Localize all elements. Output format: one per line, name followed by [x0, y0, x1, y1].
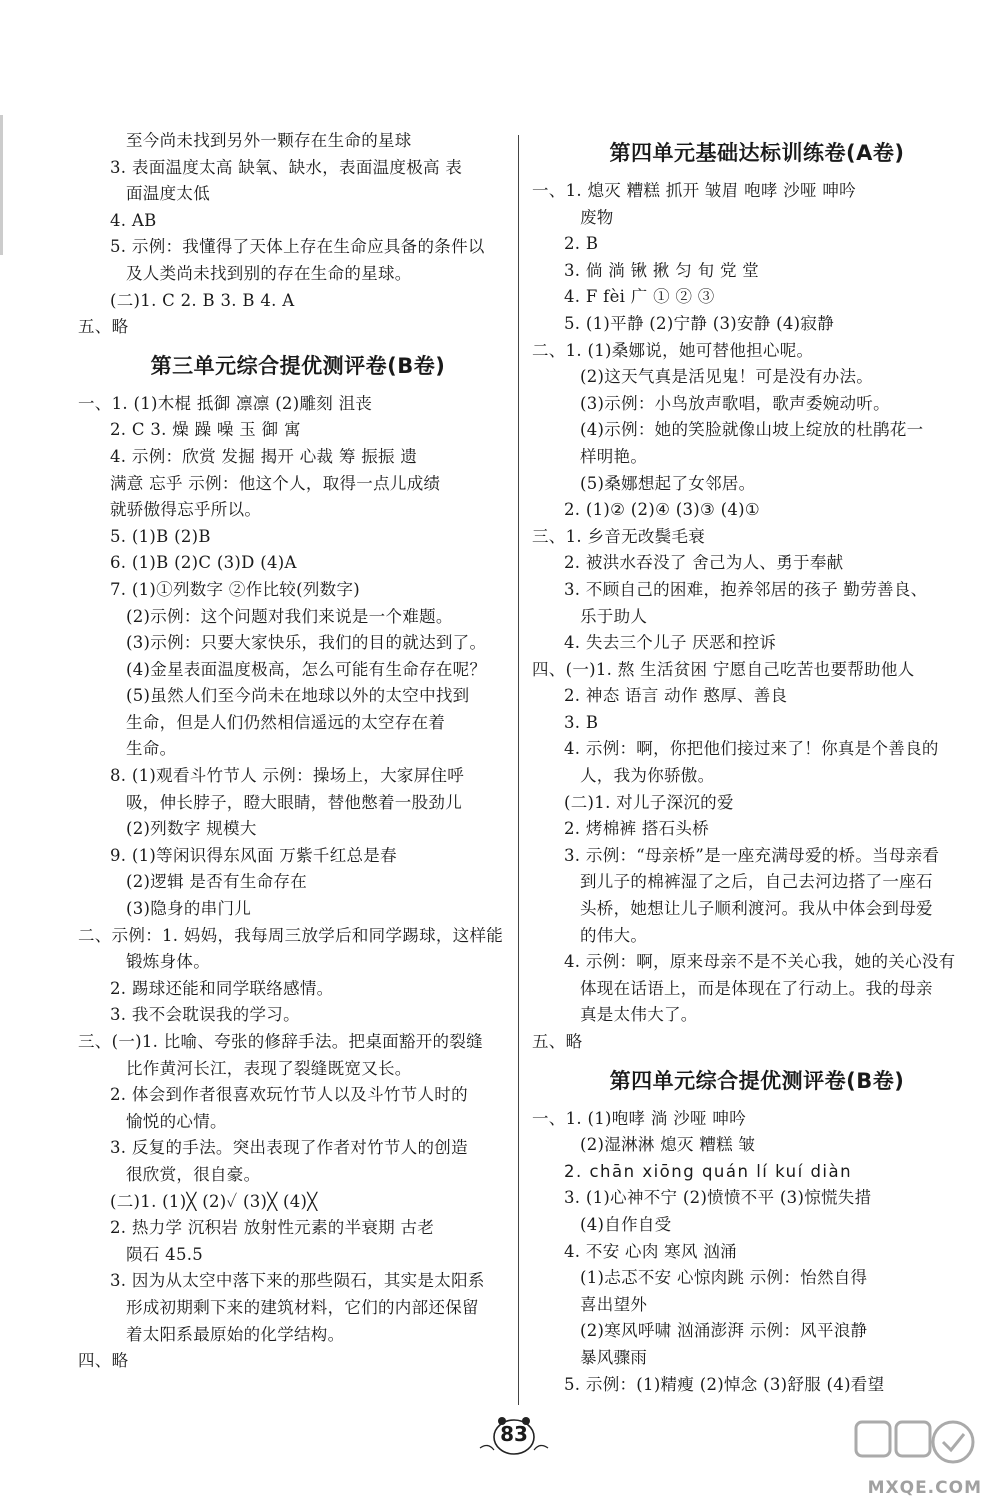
answer-line: 一、1. (1)咆哮 淌 沙哑 呻吟 [532, 1108, 746, 1128]
answer-line: 4. F fèi 广 ① ② ③ [564, 287, 715, 307]
column-divider [518, 135, 519, 1405]
answer-line: (2)逻辑 是否有生命存在 [126, 872, 308, 892]
scan-edge-mark [0, 115, 3, 255]
answer-line: 生命，但是人们仍然相信遥远的太空存在着 [126, 712, 446, 732]
answer-line: 5. (1)B (2)B [110, 526, 211, 546]
answer-line: 一、1. 熄灭 糟糕 抓开 皱眉 咆哮 沙哑 呻吟 [532, 181, 856, 200]
answer-line: (2)湿淋淋 熄灭 糟糕 皱 [580, 1135, 756, 1155]
answer-line: 2. 烤棉裤 搭石头桥 [564, 819, 710, 839]
answer-line: (3)隐身的串门儿 [126, 899, 252, 919]
answer-line: 3. 我不会耽误我的学习。 [110, 1005, 300, 1025]
answer-line: 3. 倘 淌 锹 揪 匀 旬 党 堂 [564, 260, 760, 280]
answer-line: 4. 失去三个儿子 厌恶和控诉 [564, 633, 777, 653]
answer-line: 陨石 45.5 [126, 1244, 204, 1264]
answer-line: 3. 因为从太空中落下来的那些陨石，其实是太阳系 [110, 1271, 485, 1291]
page-number: 83 [500, 1422, 528, 1446]
page-number-badge [478, 1412, 550, 1462]
answer-line: (2)列数字 规模大 [126, 819, 257, 839]
answer-line: 暴风骤雨 [580, 1347, 648, 1367]
answer-line: 很欣赏，很自豪。 [126, 1164, 261, 1184]
answer-line: 的伟大。 [580, 925, 648, 945]
answer-line: 2. (1)② (2)④ (3)③ (4)① [564, 500, 760, 520]
answer-line: 5. 示例：我懂得了天体上存在生命应具备的条件以 [110, 237, 485, 257]
answer-line: 愉悦的心情。 [126, 1111, 227, 1131]
answer-line: 四、略 [78, 1351, 129, 1371]
answer-line: (3)示例：小鸟放声歌唱，歌声委婉动听。 [580, 393, 890, 413]
answer-line: 二、示例：1. 妈妈，我每周三放学后和同学踢球，这样能 [78, 925, 504, 945]
answer-line: (二)1. (1)╳ (2)✓ (3)╳ (4)╳ [110, 1191, 318, 1211]
answer-line: 满意 忘乎 示例：他这个人，取得一点儿成绩 [110, 473, 441, 493]
answer-line: 着太阳系最原始的化学结构。 [126, 1324, 345, 1344]
section-heading: 第三单元综合提优测评卷(B卷) [150, 353, 446, 378]
answer-line: 五、略 [532, 1032, 583, 1051]
answer-line: 到儿子的棉裤湿了之后，自己去河边搭了一座石 [580, 872, 933, 892]
answer-line: 2. chān xiōng quán lí kuí diàn [564, 1161, 853, 1181]
answer-line: 比作黄河长江，表现了裂缝既宽又长。 [126, 1058, 412, 1078]
answer-line: (二)1. 对儿子深沉的爱 [564, 792, 734, 812]
answer-line: 5. (1)平静 (2)宁静 (3)安静 (4)寂静 [564, 313, 835, 333]
answer-line: 2. C 3. 燥 躁 噪 玉 御 寓 [110, 420, 301, 440]
answer-line: (5)虽然人们至今尚未在地球以外的太空中找到 [126, 686, 470, 706]
answer-line: 3. B [564, 712, 599, 732]
answer-line: 五、略 [78, 317, 129, 337]
answer-line: (2)示例：这个问题对我们来说是一个难题。 [126, 606, 453, 626]
answer-line: 四、(一)1. 熬 生活贫困 宁愿自己吃苦也要帮助他人 [532, 659, 915, 679]
watermark [838, 1412, 988, 1502]
answer-line: 吸，伸长脖子，瞪大眼睛，替他憋着一股劲儿 [126, 792, 462, 812]
watermark-text: MXQE.COM [867, 1478, 982, 1498]
answer-line: 4. 示例：啊，原来母亲不是不关心我，她的关心没有 [564, 952, 956, 972]
answer-stamp-logo-icon [838, 1412, 988, 1482]
section-heading: 第四单元基础达标训练卷(A卷) [609, 141, 905, 165]
answer-line: 3. 不顾自己的困难，抱养邻居的孩子 勤劳善良、 [564, 579, 928, 599]
answer-line: (4)自作自受 [580, 1214, 672, 1234]
answer-line: 乐于助人 [580, 606, 648, 626]
answer-line: 三、1. 乡音无改鬓毛衰 [532, 526, 706, 546]
answer-line: 面温度太低 [126, 184, 210, 204]
answer-line: 8. (1)观看斗竹节人 示例：操场上，大家屏住呼 [110, 766, 465, 786]
answer-line: 3. 反复的手法。突出表现了作者对竹节人的创造 [110, 1138, 468, 1158]
answer-line: 5. 示例：(1)精瘦 (2)悼念 (3)舒服 (4)看望 [564, 1374, 885, 1394]
answer-line: 4. AB [110, 210, 157, 230]
answer-line: 3. (1)心神不宁 (2)愤愤不平 (3)惊慌失措 [564, 1188, 872, 1208]
answer-line: 形成初期剩下来的建筑材料，它们的内部还保留 [126, 1297, 479, 1317]
section-heading: 第四单元综合提优测评卷(B卷) [609, 1068, 905, 1093]
answer-line: 二、1. (1)桑娜说，她可替他担心呢。 [532, 340, 814, 360]
answer-line: 废物 [580, 207, 614, 227]
answer-line: (3)示例：只要大家快乐，我们的目的就达到了。 [126, 633, 487, 653]
answer-line: 就骄傲得忘乎所以。 [110, 500, 262, 520]
answer-line: 2. 热力学 沉积岩 放射性元素的半衰期 古老 [110, 1218, 435, 1238]
answer-line: (2)这天气真是活见鬼！可是没有办法。 [580, 367, 874, 387]
answer-line: 体现在话语上，而是体现在了行动上。我的母亲 [580, 978, 933, 998]
answer-line: 至今尚未找到另外一颗存在生命的星球 [126, 131, 412, 150]
answer-line: 4. 示例：欣赏 发掘 揭开 心裁 筹 振振 遗 [110, 446, 418, 466]
answer-line: 样明艳。 [580, 446, 648, 466]
answer-line: 2. 神态 语言 动作 憨厚、善良 [564, 686, 788, 706]
answer-line: 2. B [564, 234, 599, 254]
answer-line: 三、(一)1. 比喻、夸张的修辞手法。把桌面豁开的裂缝 [78, 1032, 483, 1051]
answer-line: 4. 不安 心肉 寒风 汹涌 [564, 1241, 737, 1261]
answer-line: 真是太伟大了。 [580, 1005, 698, 1025]
answer-line: 3. 表面温度太高 缺氧、缺水，表面温度极高 表 [110, 157, 463, 177]
left-answer-column [78, 128, 518, 1375]
answer-line: 及人类尚未找到别的存在生命的星球。 [126, 263, 412, 283]
answer-line: 生命。 [126, 739, 177, 759]
answer-line: 2. 被洪水吞没了 舍己为人、勇于奉献 [564, 553, 844, 573]
answer-line: (4)金星表面温度极高，怎么可能有生命存在呢？ [126, 659, 487, 679]
right-answer-column [532, 128, 982, 1398]
answer-line: (二)1. C 2. B 3. B 4. A [110, 290, 295, 310]
answer-line: 一、1. (1)木棍 抵御 凛凛 (2)雕刻 沮丧 [78, 393, 373, 413]
answer-line: (2)寒风呼啸 汹涌澎湃 示例：风平浪静 [580, 1321, 868, 1341]
answer-line: 锻炼身体。 [126, 952, 210, 972]
answer-line: 9. (1)等闲识得东风面 万紫千红总是春 [110, 845, 397, 865]
answer-line: (1)忐忑不安 心惊肉跳 示例：怡然自得 [580, 1268, 868, 1288]
answer-line: 6. (1)B (2)C (3)D (4)A [110, 553, 297, 573]
answer-line: 4. 示例：啊，你把他们接过来了！你真是个善良的 [564, 739, 939, 759]
answer-line: 2. 体会到作者很喜欢玩竹节人以及斗竹节人时的 [110, 1085, 468, 1105]
answer-line: 2. 踢球还能和同学联络感情。 [110, 978, 334, 998]
answer-line: 头桥，她想让儿子顺利渡河。我从中体会到母爱 [580, 899, 933, 919]
answer-line: 人，我为你骄傲。 [580, 766, 715, 786]
answer-line: 喜出望外 [580, 1294, 648, 1314]
answer-line: 7. (1)①列数字 ②作比较(列数字) [110, 579, 360, 599]
answer-line: 3. 示例：“母亲桥”是一座充满母爱的桥。当母亲看 [564, 845, 940, 865]
answer-line: (5)桑娜想起了女邻居。 [580, 473, 756, 493]
answer-line: (4)示例：她的笑脸就像山坡上绽放的杜鹃花一 [580, 420, 924, 440]
